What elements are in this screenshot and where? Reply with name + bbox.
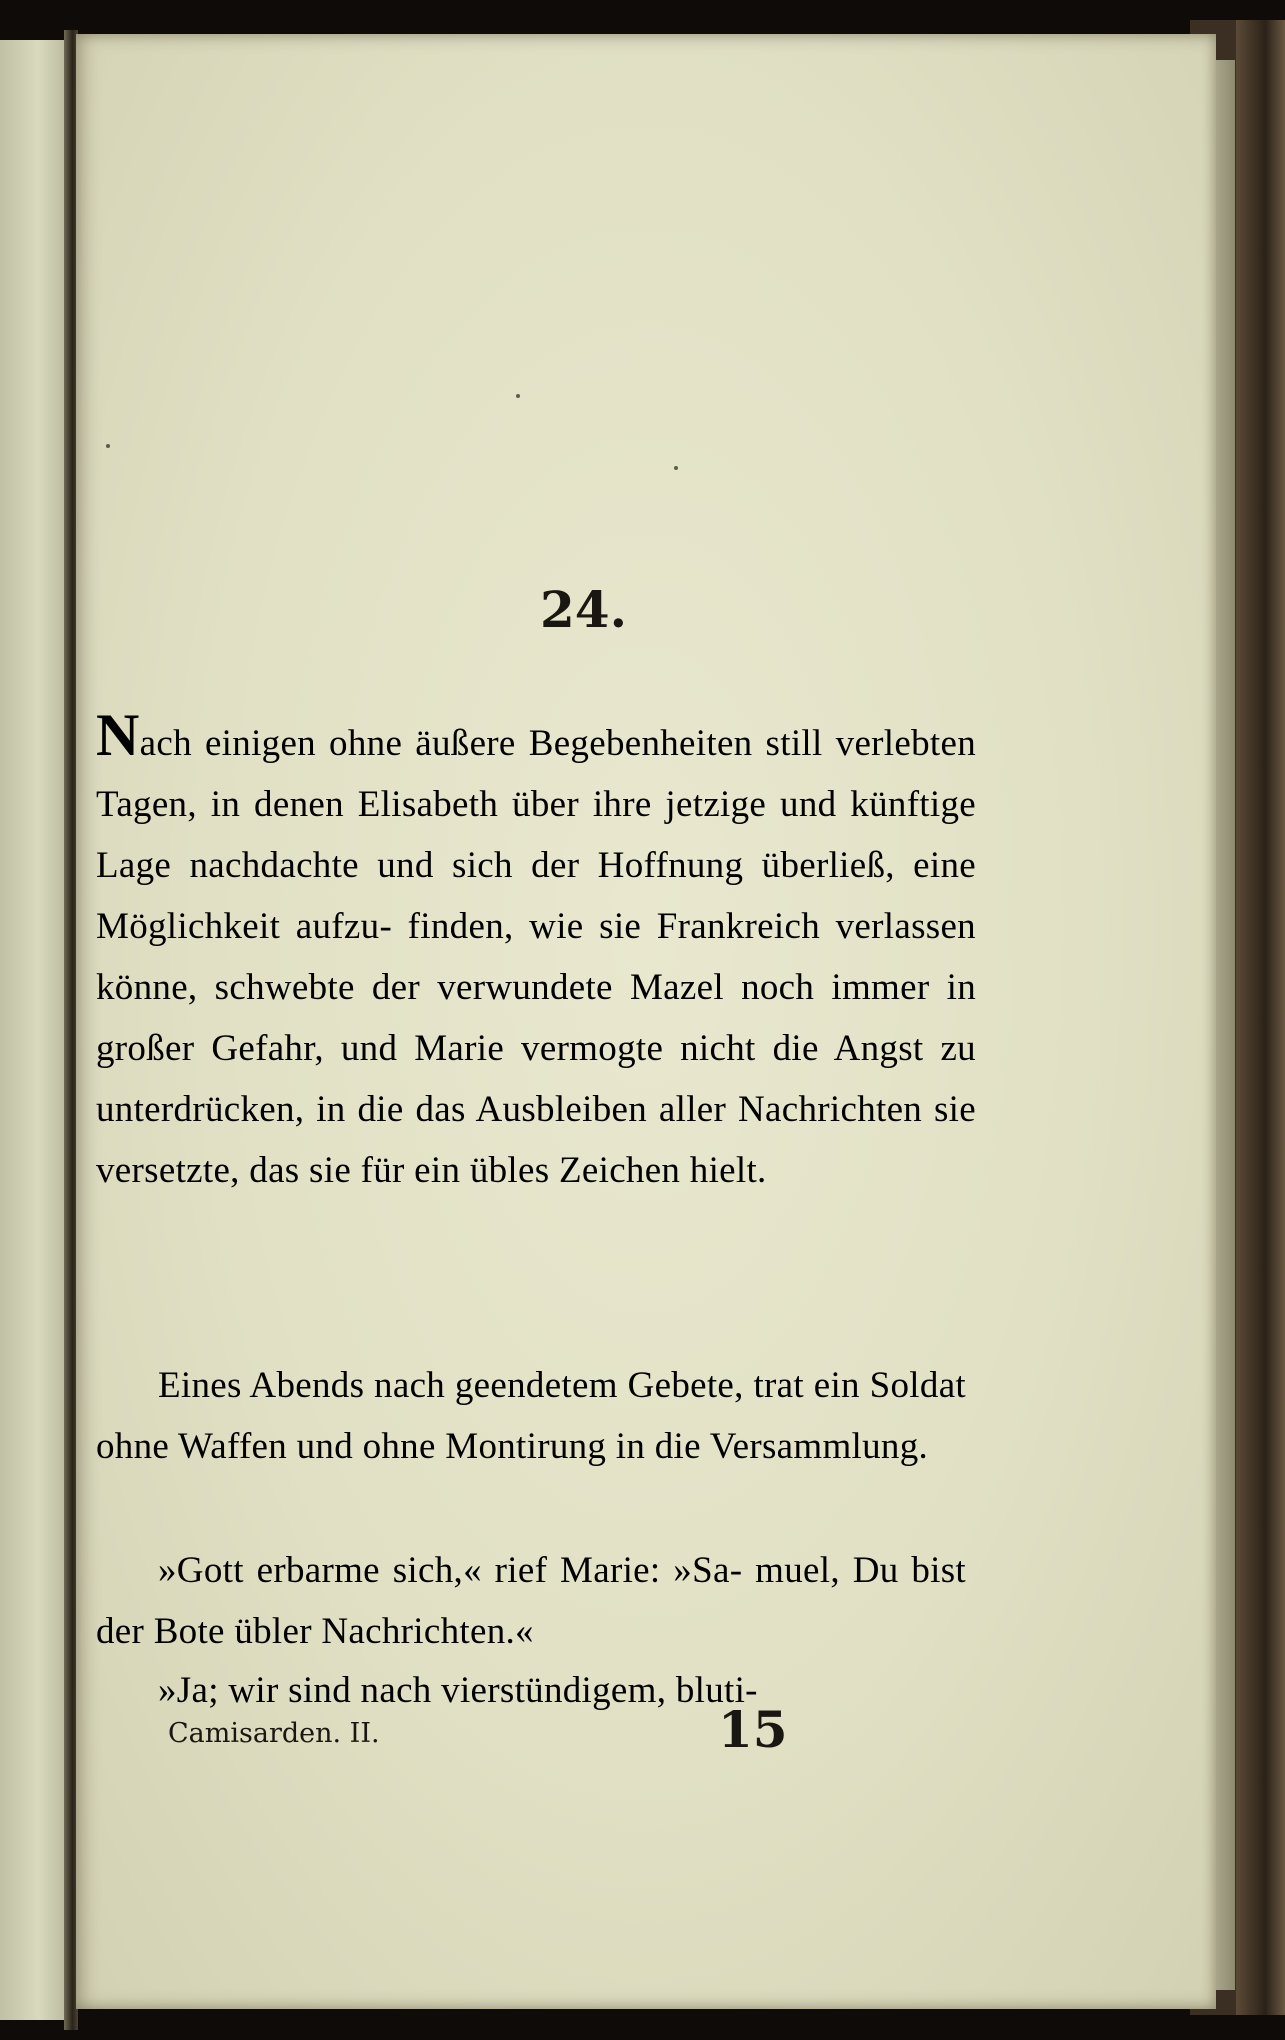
- paragraph-2: Eines Abends nach geendetem Gebete, trat ein Soldat ohne Waffen und ohne Montirung in die Versammlung.: [96, 1365, 966, 1467]
- paragraph-1: [96, 702, 976, 1201]
- paragraph-1-text: ach einigen ohne äußere Begebenheiten still verlebten Tagen, in denen Elisabeth über ihre jetzige und künftige Lage nachdachte und sich der Hoffnung überließ, eine Möglichkeit aufzu- finden, wie sie Frankreich verlassen könne, schwebte der verwundete Mazel noch immer in großer Gefahr, und Marie vermogte nicht die Angst zu unterdrücken, in die das Ausbleiben aller Nachrichten sie versetzte, das sie für ein übles Zeichen hielt.: [96, 723, 976, 1191]
- paper-speck: [674, 466, 678, 470]
- signature-mark: Camisarden. II.: [168, 1718, 380, 1749]
- page-number: 15: [718, 1700, 788, 1759]
- chapter-number: 24.: [540, 580, 627, 639]
- paragraph-3: »Gott erbarme sich,« rief Marie: »Sa- muel, Du bist der Bote übler Nachrichten.«: [96, 1550, 966, 1652]
- book-cover-edge: [1236, 20, 1285, 2015]
- paragraph-4: »Ja; wir sind nach vierstündigem, bluti-: [158, 1670, 758, 1711]
- paper-speck: [516, 394, 520, 398]
- previous-page-edge: [0, 40, 70, 2020]
- paper-speck: [106, 444, 110, 448]
- drop-initial: N: [96, 702, 140, 768]
